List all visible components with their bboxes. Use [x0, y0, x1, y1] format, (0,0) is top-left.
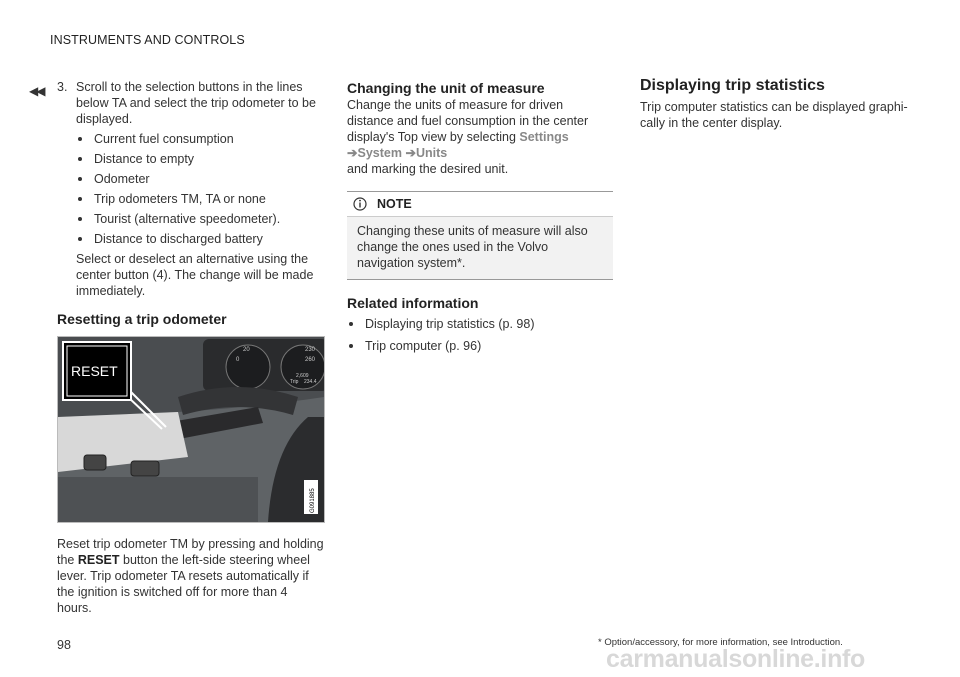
reset-figure: [57, 336, 325, 523]
option-list: [76, 131, 325, 247]
list-item: Distance to discharged battery: [76, 231, 325, 247]
gauge-label: 260: [305, 357, 316, 363]
bullet-icon: [78, 197, 82, 201]
gauge-label: 2,609: [296, 373, 309, 379]
list-item: Trip odometers TM, TA or none: [76, 191, 325, 207]
bullet-icon: [78, 217, 82, 221]
list-item: Distance to empty: [76, 151, 325, 167]
reset-heading: Resetting a trip odometer: [57, 311, 227, 327]
gauge-label: Trip: [290, 379, 299, 385]
bullet-icon: [349, 322, 353, 326]
column-3: [640, 76, 920, 131]
gauge-label: 230: [305, 347, 316, 353]
column-2: [347, 79, 613, 358]
list-item: Current fuel consumption: [76, 131, 325, 147]
bullet-icon: [78, 237, 82, 241]
related-link[interactable]: Trip computer (p. 96): [347, 338, 613, 354]
related-heading: Related information: [347, 295, 479, 311]
gauge-label: 0: [236, 357, 240, 363]
step-number: 3.: [57, 80, 68, 94]
note-body: Changing these units of measure will also change the ones used in the Volvo navigation system*.: [347, 217, 613, 279]
gauge-label: 234.4: [304, 379, 317, 385]
step-3: [57, 79, 325, 127]
back-arrows-icon[interactable]: ◀◀: [29, 84, 44, 98]
bullet-icon: [78, 177, 82, 181]
list-item: Odometer: [76, 171, 325, 187]
units-heading: Changing the unit of measure: [347, 80, 545, 96]
note-header: [347, 192, 613, 217]
reset-button-label: RESET: [71, 363, 118, 379]
select-paragraph: Select or deselect an alternative using the center button (4). The change will be made immediately.: [76, 252, 314, 298]
trip-statistics-heading: Displaying trip statistics: [640, 77, 825, 94]
page-number: 98: [57, 638, 71, 652]
bullet-icon: [349, 344, 353, 348]
gauge-label: 20: [243, 347, 250, 353]
step-text: Scroll to the selection buttons in the lines below TA and select the trip odometer to be displayed.: [76, 80, 316, 126]
breadcrumb-units[interactable]: Units: [415, 146, 448, 160]
footnote: * Option/accessory, for more information, see Introduction.: [598, 637, 843, 648]
section-title: INSTRUMENTS AND CONTROLS: [50, 33, 245, 47]
reset-paragraph: Reset trip odometer TM by pressing and holding the RESET button the left-side steering wheel lever. Trip odometer TA resets automatically if the ignition is switched off for more than 4 hours.: [57, 537, 324, 615]
trip-statistics-paragraph: Trip computer statistics can be displayed graphi-cally in the center display.: [640, 100, 908, 130]
column-1: [57, 79, 325, 616]
steering-lever-illustration: [58, 337, 324, 522]
bullet-icon: [78, 137, 82, 141]
breadcrumb-system[interactable]: System: [357, 146, 402, 160]
watermark: carmanualsonline.info: [606, 645, 866, 673]
related-link[interactable]: Displaying trip statistics (p. 98): [347, 316, 613, 332]
list-item: Tourist (alternative speedometer).: [76, 211, 325, 227]
info-icon: [353, 197, 367, 211]
units-paragraph: Change the units of measure for driven distance and fuel consumption in the center display's Top view by selecting Settings ➔System ➔Units and marking the desired unit.: [347, 98, 589, 176]
note-box: [347, 191, 613, 280]
note-title: NOTE: [377, 197, 412, 211]
breadcrumb-arrow-icon: ➔: [405, 146, 416, 160]
breadcrumb-settings[interactable]: Settings: [519, 130, 569, 144]
breadcrumb-arrow-icon: ➔: [347, 146, 358, 160]
related-list: [347, 316, 613, 354]
figure-id: G091885: [310, 488, 316, 513]
bullet-icon: [78, 157, 82, 161]
reset-keyword: RESET: [77, 553, 120, 567]
